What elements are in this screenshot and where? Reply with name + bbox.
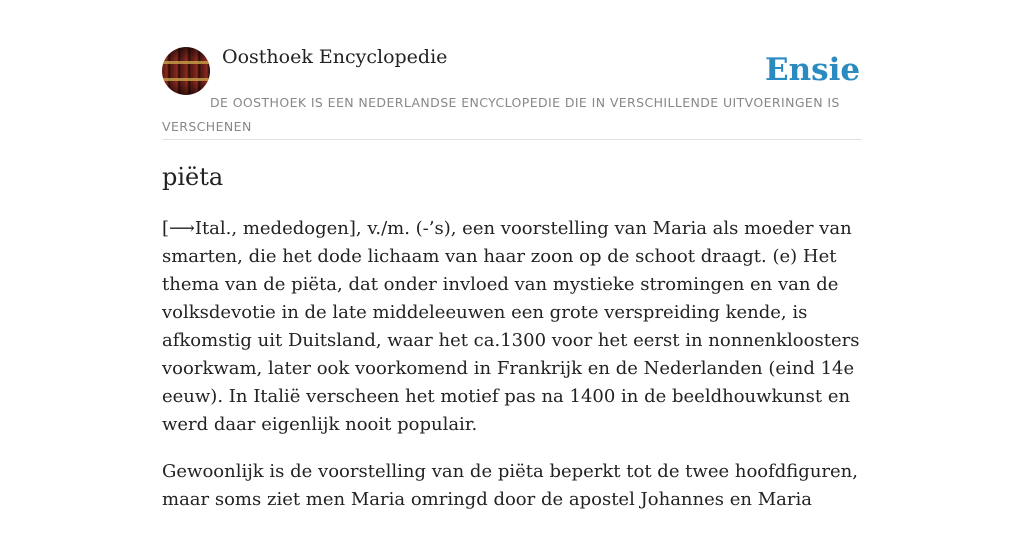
entry-title: piëta [162,163,224,191]
header-divider [162,139,862,140]
brand-logo[interactable]: Ensie [765,52,861,88]
entry-paragraph: [⟶Ital., mededogen], v./m. (-’s), een voorstelling van Maria als moeder van smarten, die het dode lichaam van haar zoon op de schoot draagt. (e) Het thema van de piëta, dat onder invloed van mystieke stromingen en van de volksdevotie in de late middeleeuwen een grote verspreiding kende, is afkomstig uit Duitsland, waar het ca.1300 voor het eerst in nonnenkloosters voorkwam, later ook voorkomend in Frankrijk en de Nederlanden (eind 14e eeuw). In Italië verscheen het motief pas na 1400 in de beeldhouwkunst en werd daar eigenlijk nooit populair. [162,218,860,435]
entry-body [162,215,862,533]
site-title[interactable]: Oosthoek Encyclopedie [222,46,448,68]
entry-paragraph: Gewoonlijk is de voorstelling van de piëta beperkt tot de twee hoofdfiguren, maar soms ziet men Maria omringd door de apostel Johannes en Maria [162,461,858,510]
site-tagline: DE OOSTHOEK IS EEN NEDERLANDSE ENCYCLOPEDIE DIE IN VERSCHILLENDE UITVOERINGEN IS VERSCHENEN [162,95,840,134]
encyclopedia-books-icon[interactable] [162,47,210,95]
